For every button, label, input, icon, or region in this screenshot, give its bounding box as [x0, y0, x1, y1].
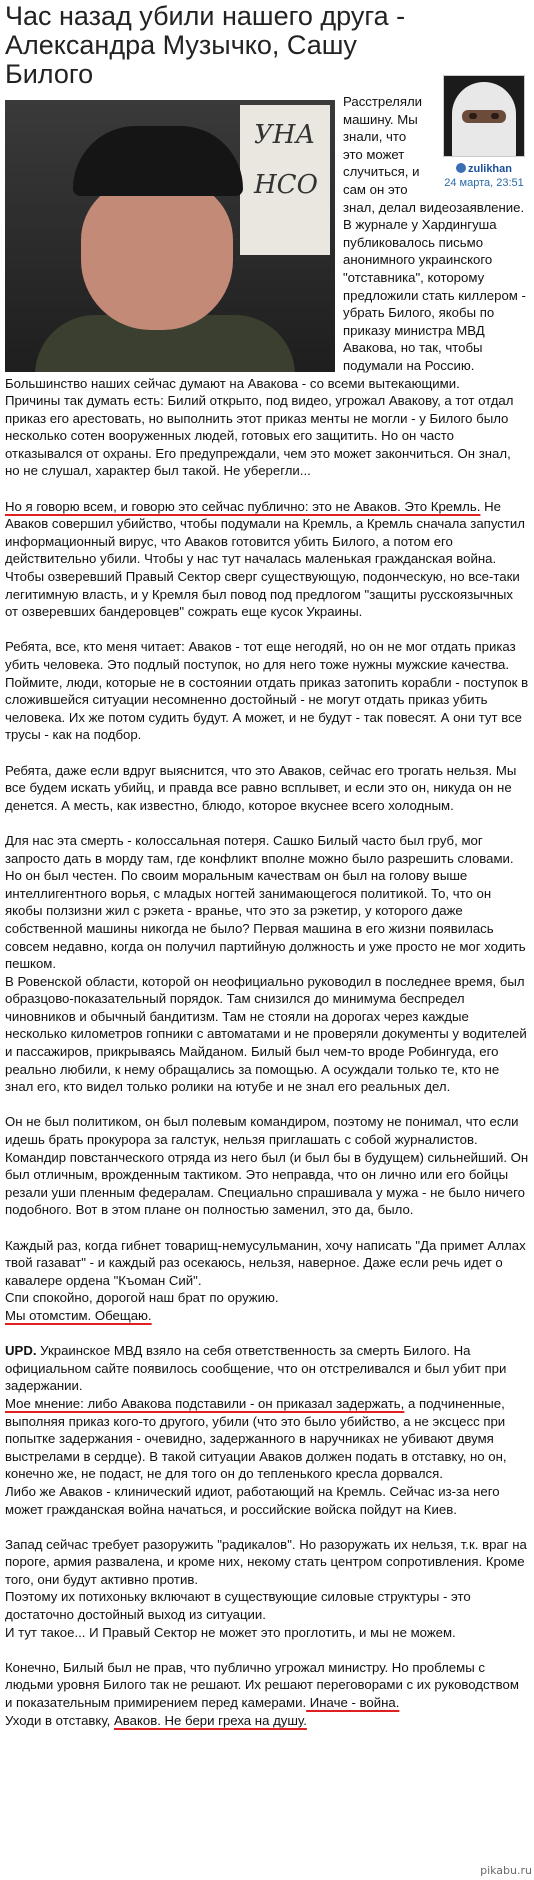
highlight-resign: Аваков. Не бери греха на душу.: [113, 1712, 307, 1728]
avatar-eye-right: [491, 113, 499, 119]
article: [5, 0, 529, 1729]
highlight-promise: Мы отомстим. Обещаю.: [5, 1307, 152, 1323]
avatar-eyes: [462, 110, 506, 123]
author-profile: [439, 75, 529, 190]
sign-text-2: НСО: [254, 170, 318, 200]
paragraph-idiot: Либо же Аваков - клинический идиот, работающий на Кремль. Сейчас из-за него может гражданская война начаться, и российские войска пойдут на Киев.: [5, 1483, 500, 1517]
highlight-kremlin: Но я говорю всем, и говорю это сейчас публично: это не Аваков. Это Кремль.: [5, 498, 481, 514]
paragraph-kremlin-rest: Не Аваков совершил убийство, чтобы подумали на Кремль, а Кремль сначала запустил информационный вирус, что Аваков готовится убить Билого, а потом его действительно убили. Чтобы у нас тут началась маленькая гражданская война. Чтобы озверевший Правый Сектор сверг существующую, подонческую, но все-таки легитимную власть, и у Кремля был повод под предлогом "защиты русскоязычных от озверевших бандеровцев" сожрать еще кусок Украины.: [5, 498, 525, 620]
paragraph-resign: [5, 1712, 529, 1730]
paragraph-opinion: [5, 1395, 529, 1483]
paragraph-kremlin: [5, 498, 529, 621]
sign-text-1: УНА: [254, 120, 316, 150]
paragraph-conclusion: [5, 1659, 529, 1712]
post-date: 24 марта, 23:51: [444, 177, 524, 189]
author-line: [439, 162, 529, 176]
paragraph-loss: Для нас эта смерть - колоссальная потеря. Сашко Билый часто был груб, мог запросто дать в морду там, где конфликт вполне можно было разрешить словами. Но он был честен. По своим моральным качествам он был на голову выше интеллигентного ворья, с младых ногтей занимающегося политикой. То, что он якобы ползизни жил с рэкета - вранье, что это за рэкетир, у которого даже собственной машины никогда не было? Первая машина в его жизни появилась совсем недавно, когда он получил партийную должность и уже просто не мог ходить пешком.: [5, 832, 526, 972]
article-photo: [5, 100, 335, 372]
author-avatar[interactable]: [443, 75, 525, 157]
paragraph-promise: [5, 1307, 529, 1325]
paragraph-avakov: Ребята, все, кто меня читает: Аваков - тот еще негодяй, но он не мог отдать приказ убить человека. Это подлый поступок, но для него тоже нужны мужские качества. Поймите, люди, которые не в состоянии отдать приказ затопить корабли - поступок в сложившейся ситуации несомненно достойный - не могут отдать приказ убить человека. Их же потом судить будут. А может, и не будут - так повесят. А они тут все трусы - как на подбор.: [5, 639, 529, 743]
paragraph-intro: Расстреляли машину. Мы знали, что это может случиться, и сам он это знал, делал видеозаявление. В журнале у Хардингуша публиковалось письмо анонимного украинского "отставника", которому предложили стать киллером - убрать Билого, якобы по приказу министра МВД Авакова, но так, чтобы подумали на Россию. Большинство наших сейчас думают на Авакова - со всеми вытекающими.: [5, 94, 526, 391]
avatar-eye-left: [469, 113, 477, 119]
upd-label: UPD.: [5, 1343, 37, 1359]
paragraph-commander: Он не был политиком, он был полевым командиром, поэтому не понимал, что если идешь брать прокурора за галстук, нельзя приглашать с собой журналистов. Командир повстанческого отряда из него был (и был бы в будущем) сильнейший. Он был отличным, врожденным тактиком. Это неправда, что он лично или его бойцы резали уши пленным федералам. Специально спрашивала у мужа - не было ничего подобного. Вот в этом плане он полностью заменил, это да, было.: [5, 1114, 529, 1218]
paragraph-rest: Спи спокойно, дорогой наш брат по оружию.: [5, 1290, 279, 1306]
paragraph-west: Запад сейчас требует разоружить "радикалов". Но разоружать их нельзя, т.к. враг на пороге, армия развалена, и кроме них, некому стать центром сопротивления. Кроме того, они будут активно против.: [5, 1536, 527, 1587]
paragraph-cannot: И тут такое... И Правый Сектор не может это проглотить, и мы не можем.: [5, 1624, 456, 1640]
photo-sign: [240, 105, 330, 255]
paragraph-integration: Поэтому их потихоньку включают в существующие силовые структуры - это достаточно достойный выход из ситуации.: [5, 1589, 471, 1623]
paragraph-revenge: Ребята, даже если вдруг выяснится, что это Аваков, сейчас его трогать нельзя. Мы все будем искать убийц, и правда все равно всплывет, и если это он, никуда он не денется. А месть, как известно, блюдо, которое вкуснее всего холодным.: [5, 762, 517, 813]
photo-person-face: [81, 180, 233, 330]
conclusion-text: Конечно, Билый был не прав, что публично угрожал министру. Но проблемы с людьми уровня Билого так не решают. Их решают переговорами с их руководством и показательным примирением перед камерами.: [5, 1659, 519, 1711]
author-username[interactable]: zulikhan: [467, 163, 512, 175]
upd-text: Украинское МВД взяло на себя ответственность за смерть Билого. На официальном сайте появилось сообщение, что он отстреливался и был убит при задержании.: [5, 1343, 507, 1394]
opinion-rest: а подчиненные, выполняя приказ кого-то другого, убили (что это было убийство, а не эксцесс при попытке задержания - очевидно, задержанного в наручниках не убивают двумя выстрелами в сердце). В такой ситуации Аваков должен подать в отставку, но он, конечно же, не подаст, не для того он до тепленького кресла дорвался.: [5, 1395, 507, 1482]
highlight-war: Иначе - война.: [306, 1695, 400, 1711]
user-icon: [456, 163, 466, 173]
site-logo: pikabu.ru: [480, 1864, 532, 1878]
paragraph-reasons: Причины так думать есть: Билий открыто, под видео, угрожал Авакову, а тот отдал приказ его арестовать, но выполнить этот приказ менты не могли - у Билого было несколько сотен вооруженных людей, готовых его защитить. Но он часто отказывался от охраны. Его предупреждали, чем это может закончиться. Он знал, но не слушал, характер был такой. Не уберегли...: [5, 393, 514, 479]
paragraph-rivne: В Ровенской области, которой он неофициально руководил в последнее время, был образцово-показательный порядок. Там снизился до минимума беспредел чиновников и обычный бандитизм. Там не стояли на дорогах через каждые несколько километров гопники с автоматами и не проверяли документы у водителей и пассажиров, прикрываясь Майданом. Билый был чем-то вроде Робингуда, его реально любили, к нему обращались за помощью. А осуждали только те, кто не знал его, кто видел только ролики на ютубе и не знал его реальных дел.: [5, 973, 527, 1095]
highlight-opinion: Мое мнение: либо Авакова подставили - он приказал задержать,: [5, 1395, 405, 1411]
page-title: Час назад убили нашего друга - Александра Музычко, Сашу Билого: [5, 1, 406, 89]
paragraph-upd: [5, 1342, 529, 1395]
paragraph-gazavat: Каждый раз, когда гибнет товарищ-немусульманин, хочу написать "Да примет Аллах твой газават" - и каждый раз осекаюсь, нельзя, наверное. Даже если речь идет о кавалере ордена "Къоман Сий".: [5, 1237, 526, 1288]
resign-text: Уходи в отставку,: [5, 1712, 114, 1728]
